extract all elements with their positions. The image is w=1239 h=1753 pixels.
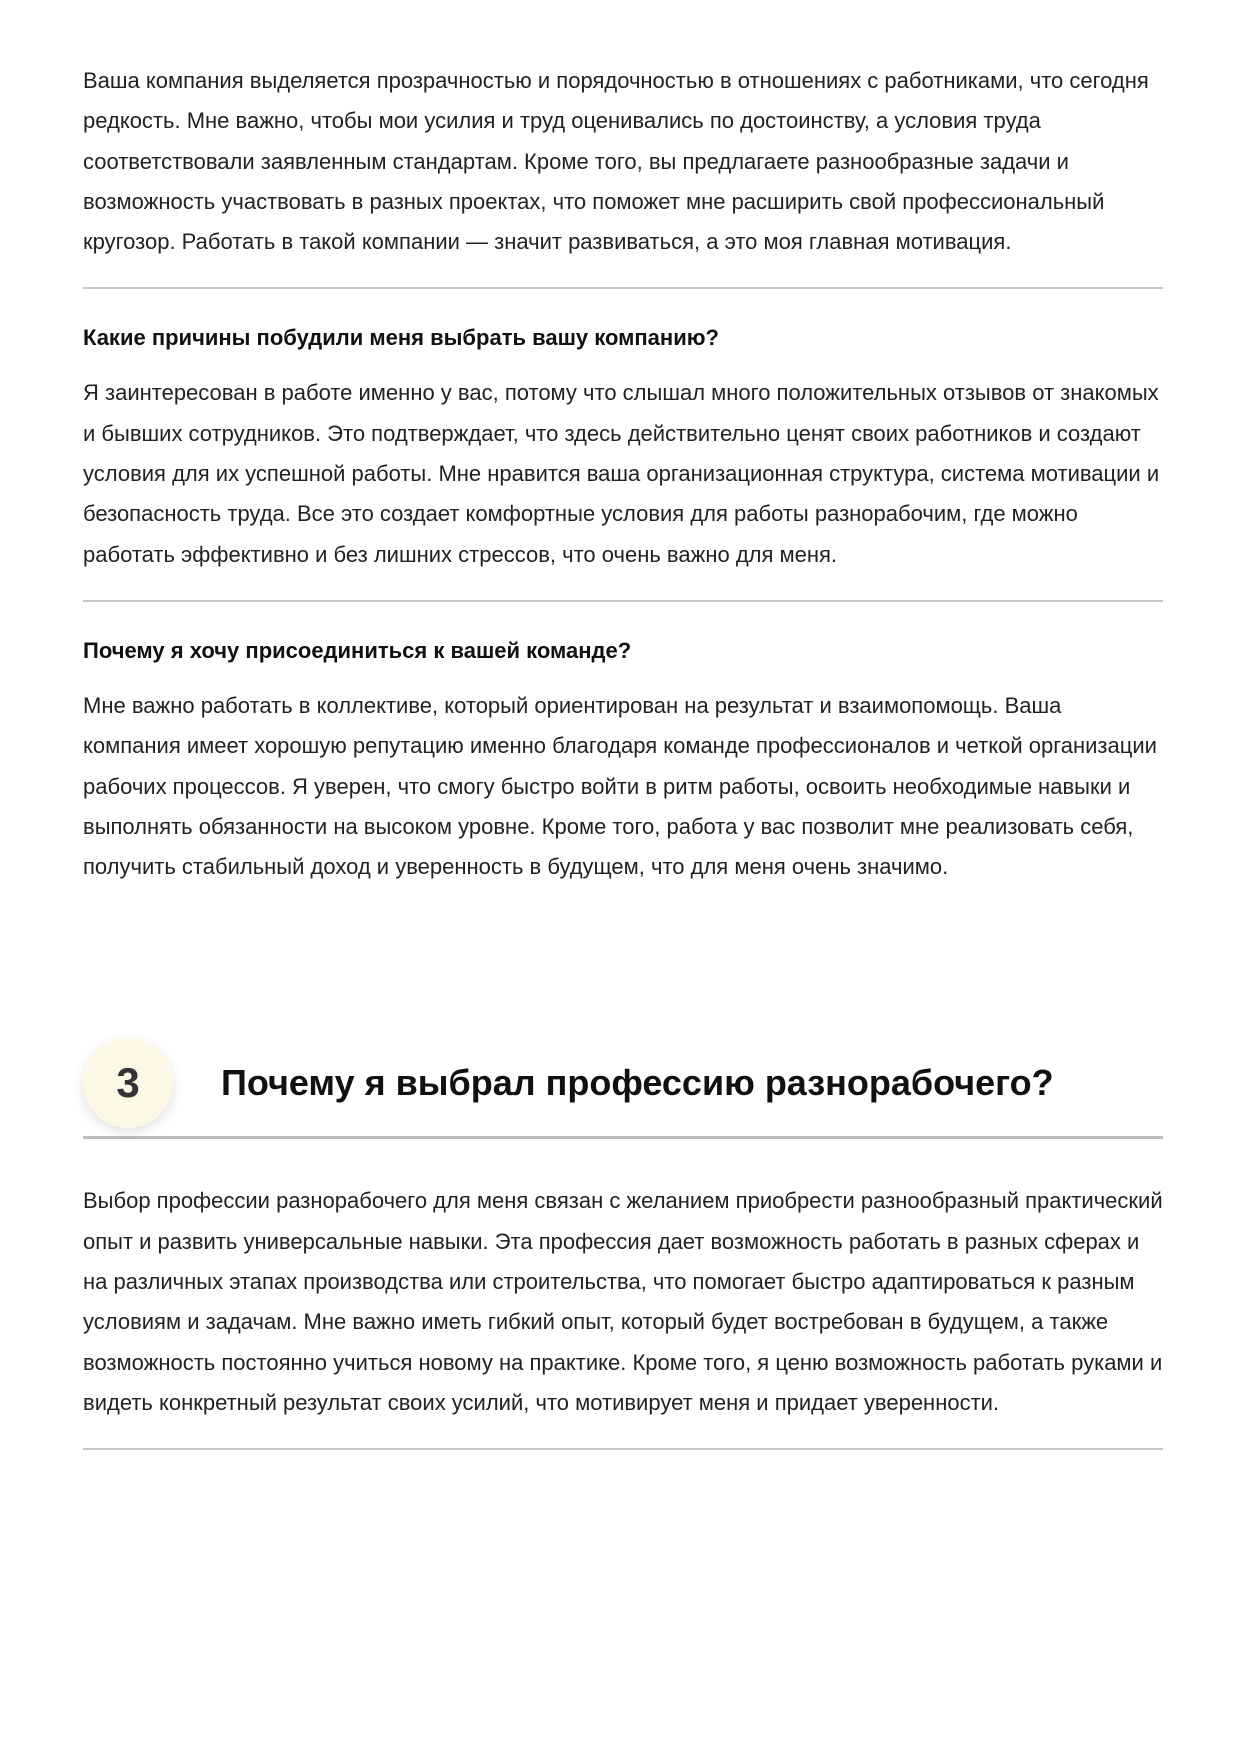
paragraph: Выбор профессии разнорабочего для меня связан с желанием приобрести разнообразный практический опыт и развить универсальные навыки. Эта профессия дает возможность работать в разных сферах и на различных этапах производства или строительства, что помогает быстро адаптироваться к разным условиям и задачам. Мне важно иметь гибкий опыт, который будет востребован в будущем, а также возможность постоянно учиться новому на практике. Кроме того, я ценю возможность работать руками и видеть конкретный результат своих усилий, что мотивирует меня и придает уверенности.	[83, 1188, 1163, 1415]
divider	[83, 287, 1163, 289]
paragraph: Мне важно работать в коллективе, который ориентирован на результат и взаимопомощь. Ваша компания имеет хорошую репутацию именно благодаря команде профессионалов и четкой организации рабочих процессов. Я уверен, что смогу быстро войти в ритм работы, освоить необходимые навыки и выполнять обязанности на высоком уровне. Кроме того, работа у вас позволит мне реализовать себя, получить стабильный доход и уверенность в будущем, что для меня очень значимо.	[83, 692, 1157, 880]
question-heading: Какие причины побудили меня выбрать вашу компанию?	[83, 325, 719, 351]
question-heading: Почему я хочу присоединиться к вашей команде?	[83, 637, 632, 663]
divider	[83, 1448, 1163, 1450]
article-content	[83, 61, 1163, 1450]
section-number-badge: 3	[83, 1038, 173, 1128]
paragraph: Я заинтересован в работе именно у вас, потому что слышал много положительных отзывов от знакомых и бывших сотрудников. Это подтверждает, что здесь действительно ценят своих работников и создают условия для их успешной работы. Мне нравится ваша организационная структура, система мотивации и безопасность труда. Все это создает комфортные условия для работы разнорабочим, где можно работать эффективно и без лишних стрессов, что очень важно для меня.	[83, 380, 1160, 567]
divider	[83, 600, 1163, 602]
section-title: Почему я выбрал профессию разнорабочего?	[221, 1062, 1054, 1104]
section-header	[83, 1033, 1163, 1133]
paragraph: Ваша компания выделяется прозрачностью и порядочностью в отношениях с работниками, что сегодня редкость. Мне важно, чтобы мои усилия и труд оценивались по достоинству, а условия труда соответствовали заявленным стандартам. Кроме того, вы предлагаете разнообразные задачи и возможность участвовать в разных проектах, что поможет мне расширить свой профессиональный кругозор. Работать в такой компании — значит развиваться, а это моя главная мотивация.	[83, 68, 1149, 255]
section-divider	[83, 1136, 1163, 1139]
